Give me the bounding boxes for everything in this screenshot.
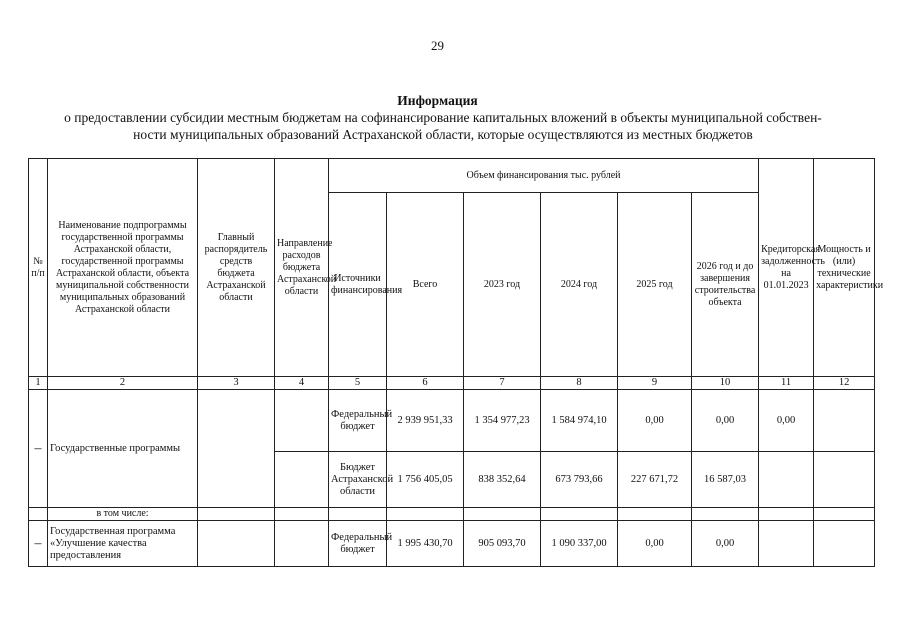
row-num: – [29,390,48,508]
row-manager [198,508,275,521]
column-number: 4 [275,377,329,390]
header-debt: Кредиторская задолженность на 01.01.2023 [759,159,814,377]
header-num: № п/п [29,159,48,377]
row-manager [198,521,275,567]
financing-table [28,158,884,567]
header-row-group [29,159,875,193]
row-total: 1 756 405,05 [387,452,464,508]
row-source: Федеральный бюджет [329,521,387,567]
header-direction: Направление расходов бюджета Астраханской области [275,159,329,377]
row-2023: 905 093,70 [464,521,541,567]
column-number: 5 [329,377,387,390]
column-number: 12 [814,377,875,390]
row-debt [759,521,814,567]
row-debt [759,452,814,508]
row-source: Бюджет Астраханской области [329,452,387,508]
row-2025: 0,00 [618,390,692,452]
document-subtitle [28,109,858,143]
column-number: 11 [759,377,814,390]
column-number: 9 [618,377,692,390]
row-num [29,508,48,521]
row-2026: 0,00 [692,521,759,567]
row-2024: 673 793,66 [541,452,618,508]
header-manager: Главный распорядитель средств бюджета Астраханской области [198,159,275,377]
header-total: Всего [387,193,464,377]
header-name: Наименование подпрограммы государственной программы Астраханской области, государственной программы Астраханской области, объекта муниципальной собственности муниципальных образований Астраханской области [48,159,198,377]
row-name: Государственные программы [48,390,198,508]
row-source: Федеральный бюджет [329,390,387,452]
row-2023: 838 352,64 [464,452,541,508]
header-2023: 2023 год [464,193,541,377]
row-capacity [814,390,875,452]
row-capacity [814,521,875,567]
page-number: 29 [431,38,444,53]
document-title: Информация [397,93,478,108]
header-2024: 2024 год [541,193,618,377]
row-2026: 0,00 [692,390,759,452]
subtitle-line-1: о предоставлении субсидии местным бюджетам на софинансирование капитальных вложений в объекты муниципальной собствен- [64,110,822,125]
row-name: Государственная программа «Улучшение качества предоставления [48,521,198,567]
row-direction [275,452,329,508]
row-total: 1 995 430,70 [387,521,464,567]
table-row [29,521,875,567]
row-2024: 1 090 337,00 [541,521,618,567]
row-total: 2 939 951,33 [387,390,464,452]
row-direction [275,508,329,521]
column-number-row [29,377,875,390]
row-2024: 1 584 974,10 [541,390,618,452]
column-number: 8 [541,377,618,390]
header-funding-group: Объем финансирования тыс. рублей [329,159,759,193]
row-direction [275,521,329,567]
row-capacity [814,452,875,508]
row-2023: 1 354 977,23 [464,390,541,452]
including-row [29,508,875,521]
row-direction [275,390,329,452]
row-num: – [29,521,48,567]
column-number: 1 [29,377,48,390]
row-debt: 0,00 [759,390,814,452]
header-capacity: Мощность и (или) технические характеристики [814,159,875,377]
including-label: в том числе: [48,508,198,521]
header-2025: 2025 год [618,193,692,377]
row-2025: 0,00 [618,521,692,567]
row-2025: 227 671,72 [618,452,692,508]
table-row [29,390,875,452]
column-number: 10 [692,377,759,390]
column-number: 6 [387,377,464,390]
row-manager [198,390,275,508]
row-2026: 16 587,03 [692,452,759,508]
column-number: 7 [464,377,541,390]
subtitle-line-2: ности муниципальных образований Астраханской области, которые осуществляются из местных бюджетов [133,127,753,142]
column-number: 3 [198,377,275,390]
header-sources: Источники финансирования [329,193,387,377]
header-2026: 2026 год и до завершения строительства объекта [692,193,759,377]
column-number: 2 [48,377,198,390]
